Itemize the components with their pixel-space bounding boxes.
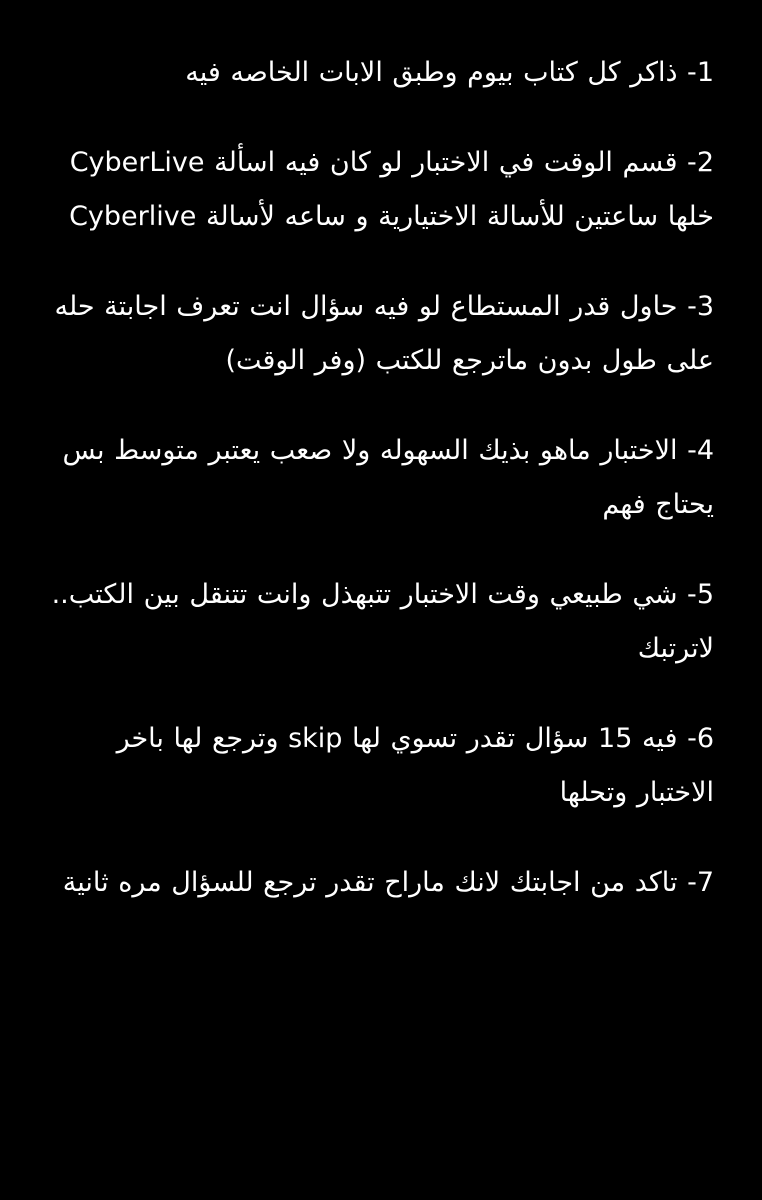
note-item-7: 7- تاكد من اجابتك لانك ماراح تقدر ترجع للسؤال مره ثانية — [62, 867, 714, 898]
note-item-3: 3- حاول قدر المستطاع لو فيه سؤال انت تعرف اجابتة حله على طول بدون ماترجع للكتب (وفر الوقت) — [54, 291, 714, 376]
note-item-1: 1- ذاكر كل كتاب بيوم وطبق الابات الخاصه فيه — [185, 57, 714, 88]
note-item-5: 5- شي طبيعي وقت الاختبار تتبهذل وانت تتنقل بين الكتب.. لاترتبك — [51, 579, 714, 664]
note-item-4: 4- الاختبار ماهو بذيك السهوله ولا صعب يعتبر متوسط بس يحتاج فهم — [62, 435, 714, 520]
note-item-2: 2- قسم الوقت في الاختبار لو كان فيه اسألة CyberLive خلها ساعتين للأسالة الاختيارية و ساعه لأسالة Cyberlive — [69, 147, 714, 232]
note-item-6: 6- فيه 15 سؤال تقدر تسوي لها skip وترجع لها باخر الاختبار وتحلها — [116, 723, 714, 808]
notes-list — [40, 46, 714, 910]
